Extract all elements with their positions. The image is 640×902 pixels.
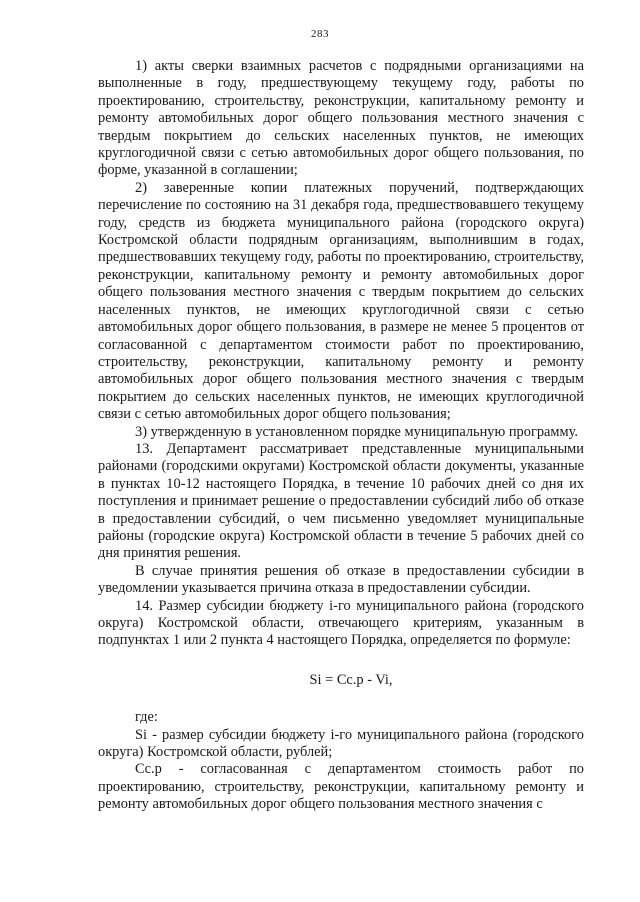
where-label: где: xyxy=(135,709,158,726)
paragraph-14: 14. Размер субсидии бюджету i-го муниципального района (городского округа) Костромской области, отвечающего критериям, указанным в подпунктах 1 или 2 пункта 4 настоящего Порядка, определяется по формуле: xyxy=(98,597,584,649)
document-body xyxy=(98,58,584,814)
paragraph-13: 13. Департамент рассматривает представленные муниципальными районами (городскими округами) Костромской области документы, указанные в пунктах 10-12 настоящего Порядка, в течение 10 рабочих дней со дня их поступления и принимает решение о предоставлении субсидий либо об отказе в предоставлении субсидий, о чем письменно уведомляет муниципальные районы (городские округа) Костромской области в течение 5 рабочих дней со дня принятия решения. xyxy=(98,440,584,562)
paragraph-item-1: 1) акты сверки взаимных расчетов с подрядными организациями на выполненные в году, предшествующему текущему году, работы по проектированию, строительству, реконструкции, капитальному ремонту и ремонту автомобильных дорог общего пользования местного значения с твердым покрытием до сельских населенных пунктов, не имеющих круглогодичной связи с сетью автомобильных дорог общего пользования, по форме, указанной в соглашении; xyxy=(98,58,584,179)
definition-ccp: Cc.p - согласованная с департаментом стоимость работ по проектированию, строительству, реконструкции, капитальному ремонту и ремонту автомобильных дорог общего пользования местного значения с xyxy=(98,761,584,813)
paragraph-item-3: 3) утвержденную в установленном порядке муниципальную программу. xyxy=(135,423,578,440)
paragraph-item-2: 2) заверенные копии платежных поручений, подтверждающих перечисление по состоянию на 31 декабря года, предшествовавшего текущему году, средств из бюджета муниципального района (городского округа) Костромской области подрядным организациям, выполнившим в годах, предшествовавших текущему году, работы по проектированию, строительству, реконструкции, капитальному ремонту и ремонту автомобильных дорог общего пользования местного значения с твердым покрытием до сельских населенных пунктов, не имеющих круглогодичной связи с сетью автомобильных дорог общего пользования, в размере не менее 5 процентов от согласованной с департаментом стоимости работ по проектированию, строительству, реконструкции, капитальному ремонту и ремонту автомобильных дорог общего пользования местного значения с твердым покрытием до сельских населенных пунктов, не имеющих круглогодичной связи с сетью автомобильных дорог общего пользования; xyxy=(98,179,584,423)
paragraph-refusal: В случае принятия решения об отказе в предоставлении субсидии в уведомлении указывается причина отказа в предоставлении субсидии. xyxy=(98,562,584,597)
page-number: 283 xyxy=(311,28,329,40)
formula: Si = Cc.p - Vi, xyxy=(309,671,393,688)
definition-si: Si - размер субсидии бюджету i-го муниципального района (городского округа) Костромской области, рублей; xyxy=(98,726,584,761)
